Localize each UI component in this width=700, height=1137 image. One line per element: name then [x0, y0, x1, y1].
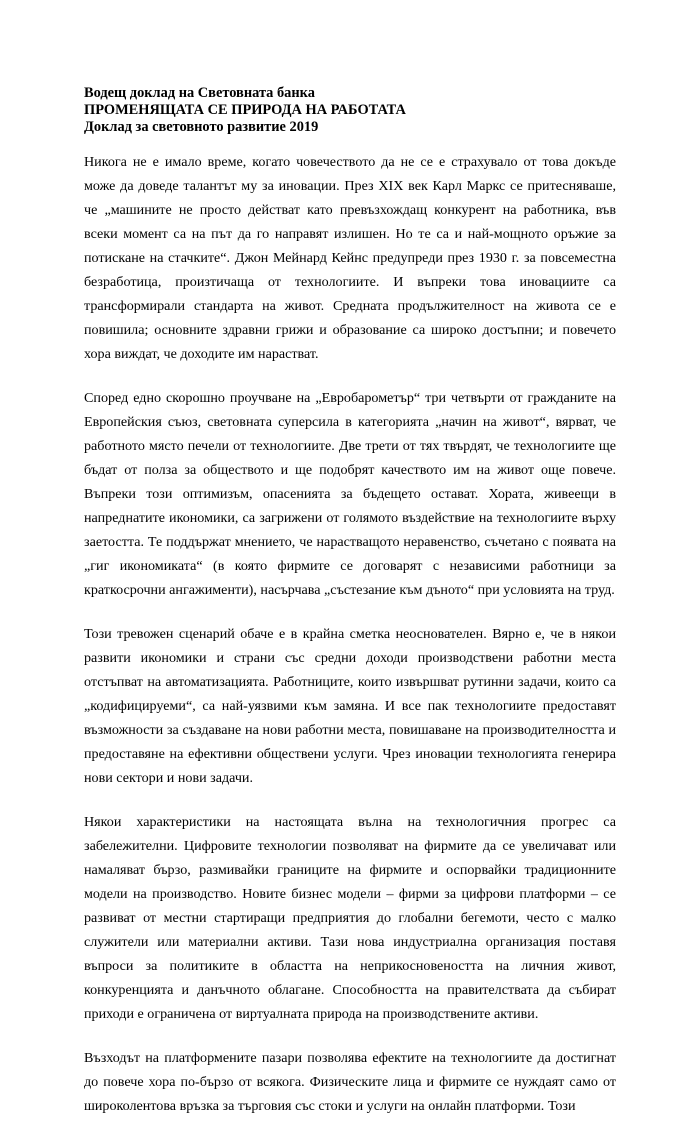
- paragraph: Възходът на платформените пазари позволява ефектите на технологиите да достигнат до повече хора по-бързо от всякога. Физическите лица и фирмите се нуждаят само от широколентова връзка за търговия със стоки и услуги на онлайн платформи. Този: [84, 1049, 616, 1114]
- paragraph: Някои характеристики на настоящата вълна на технологичния прогрес са забележителни. Цифровите технологии позволяват на фирмите да се увеличават или намаляват бързо, размивайки границите на фирмите и оспорвайки традиционните модели на производство. Новите бизнес модели – фирми за цифрови платформи – се развиват от местни стартиращи предприятия до глобални бегемоти, често с малко служители или материални активи. Тази нова индустриална организация поставя въпроси за политиките в областта на неприкосновеността на личния живот, конкуренцията и данъчното облагане. Способността на правителствата да събират приходи е ограничена от виртуалната природа на производствените активи.: [84, 813, 616, 1023]
- paragraph: Според едно скорошно проучване на „Евробарометър“ три четвърти от гражданите на Европейския съюз, световната суперсила в категорията „начин на живот“, вярват, че работното място печели от технологиите. Две трети от тях твърдят, че технологиите ще бъдат от полза за обществото и ще подобрят качеството им на живот още повече. Въпреки този оптимизъм, опасенията за бъдещето остават. Хората, живеещи в напреднатите икономики, са загрижени от голямото въздействие на технологиите върху заетостта. Те поддържат мнението, че нарастващото неравенство, съчетано с появата на „гиг икономиката“ (в която фирмите се договарят с независими работници за краткосрочни ангажименти), насърчава „състезание към дъното“ при условията на труд.: [84, 389, 616, 599]
- report-subtitle: Доклад за световното развитие 2019: [84, 119, 319, 135]
- document-body: [84, 150, 616, 1137]
- paragraph: Никога не е имало време, когато човечеството да не се е страхувало от това докъде може да доведе талантът му за иновации. През XIX век Карл Маркс се притесняваше, че „машините не просто действат като превъзхождащ конкурент на работника, във всеки момент са на път да го направят излишен. Но те са и най-мощното оръжие за потискане на стачките“. Джон Мейнард Кейнс предупреди през 1930 г. за повсеместна безработица, произтичаща от технологиите. И въпреки това иновациите са трансформирали стандарта на живот. Средната продължителност на живота се е повишила; основните здравни грижи и образование са широко достъпни; и повечето хора виждат, че доходите им нарастват.: [84, 154, 616, 363]
- report-series-title: Водещ доклад на Световната банка: [84, 85, 315, 101]
- document-header: [84, 85, 624, 136]
- report-main-title: ПРОМЕНЯЩАТА СЕ ПРИРОДА НА РАБОТАТА: [84, 102, 406, 118]
- paragraph: Този тревожен сценарий обаче е в крайна сметка неоснователен. Вярно е, че в някои развити икономики и страни със средни доходи производствени работни места отстъпват на автоматизацията. Работниците, които извършват рутинни задачи, които са „кодифицируеми“, са най-уязвими към замяна. И все пак технологиите предоставят възможности за създаване на нови работни места, повишаване на производителността и предоставяне на ефективни обществени услуги. Чрез иновации технологията генерира нови сектори и нови задачи.: [84, 625, 616, 787]
